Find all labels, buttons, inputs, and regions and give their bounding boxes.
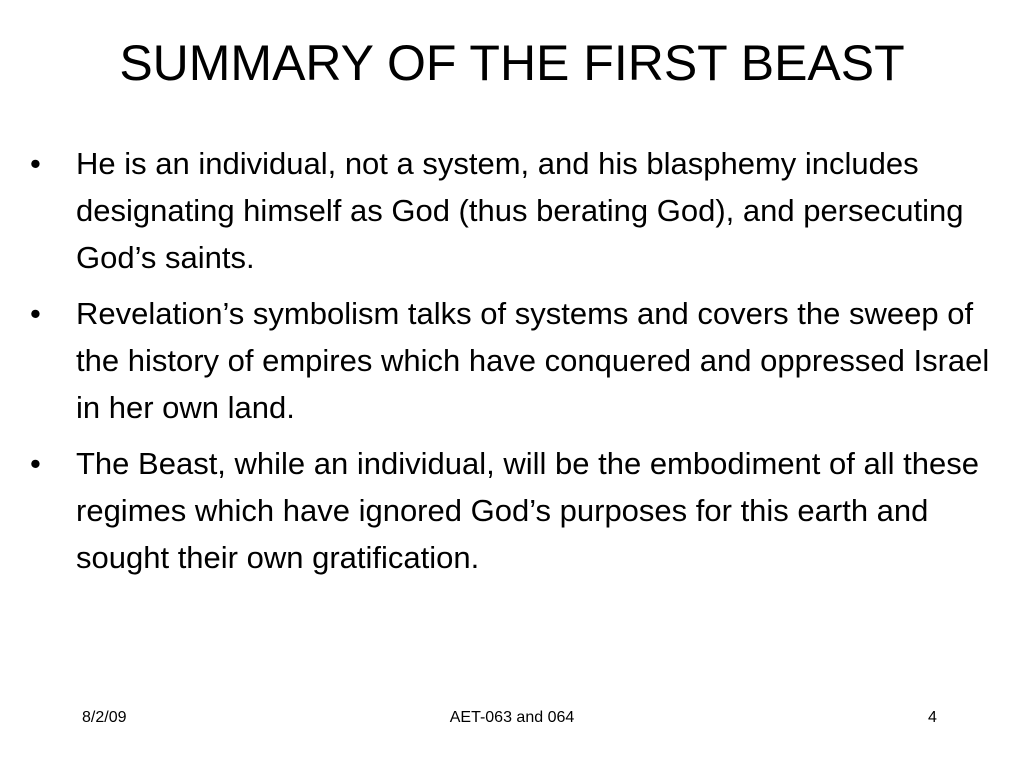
bullet-text: He is an individual, not a system, and his blasphemy includes designating himself as God (thus berating God), and persecuting God’s saints. [76,146,964,275]
bullet-icon: • [30,146,41,181]
bullet-item [28,440,1018,581]
bullet-item [28,290,1018,431]
bullet-icon: • [30,446,41,481]
footer-date: 8/2/09 [82,709,127,726]
bullet-item [28,140,1018,281]
footer-center-text: AET-063 and 064 [449,709,575,726]
bullet-text: The Beast, while an individual, will be the embodiment of all these regimes which have ignored God’s purposes for this earth and sought their own gratification. [76,446,979,575]
slide-title: SUMMARY OF THE FIRST BEAST [119,35,905,91]
bullet-icon: • [30,296,41,331]
footer-page-number: 4 [928,709,937,726]
bullet-list [28,140,1018,590]
bullet-text: Revelation’s symbolism talks of systems and covers the sweep of the history of empires which have conquered and oppressed Israel in her own land. [76,296,990,425]
